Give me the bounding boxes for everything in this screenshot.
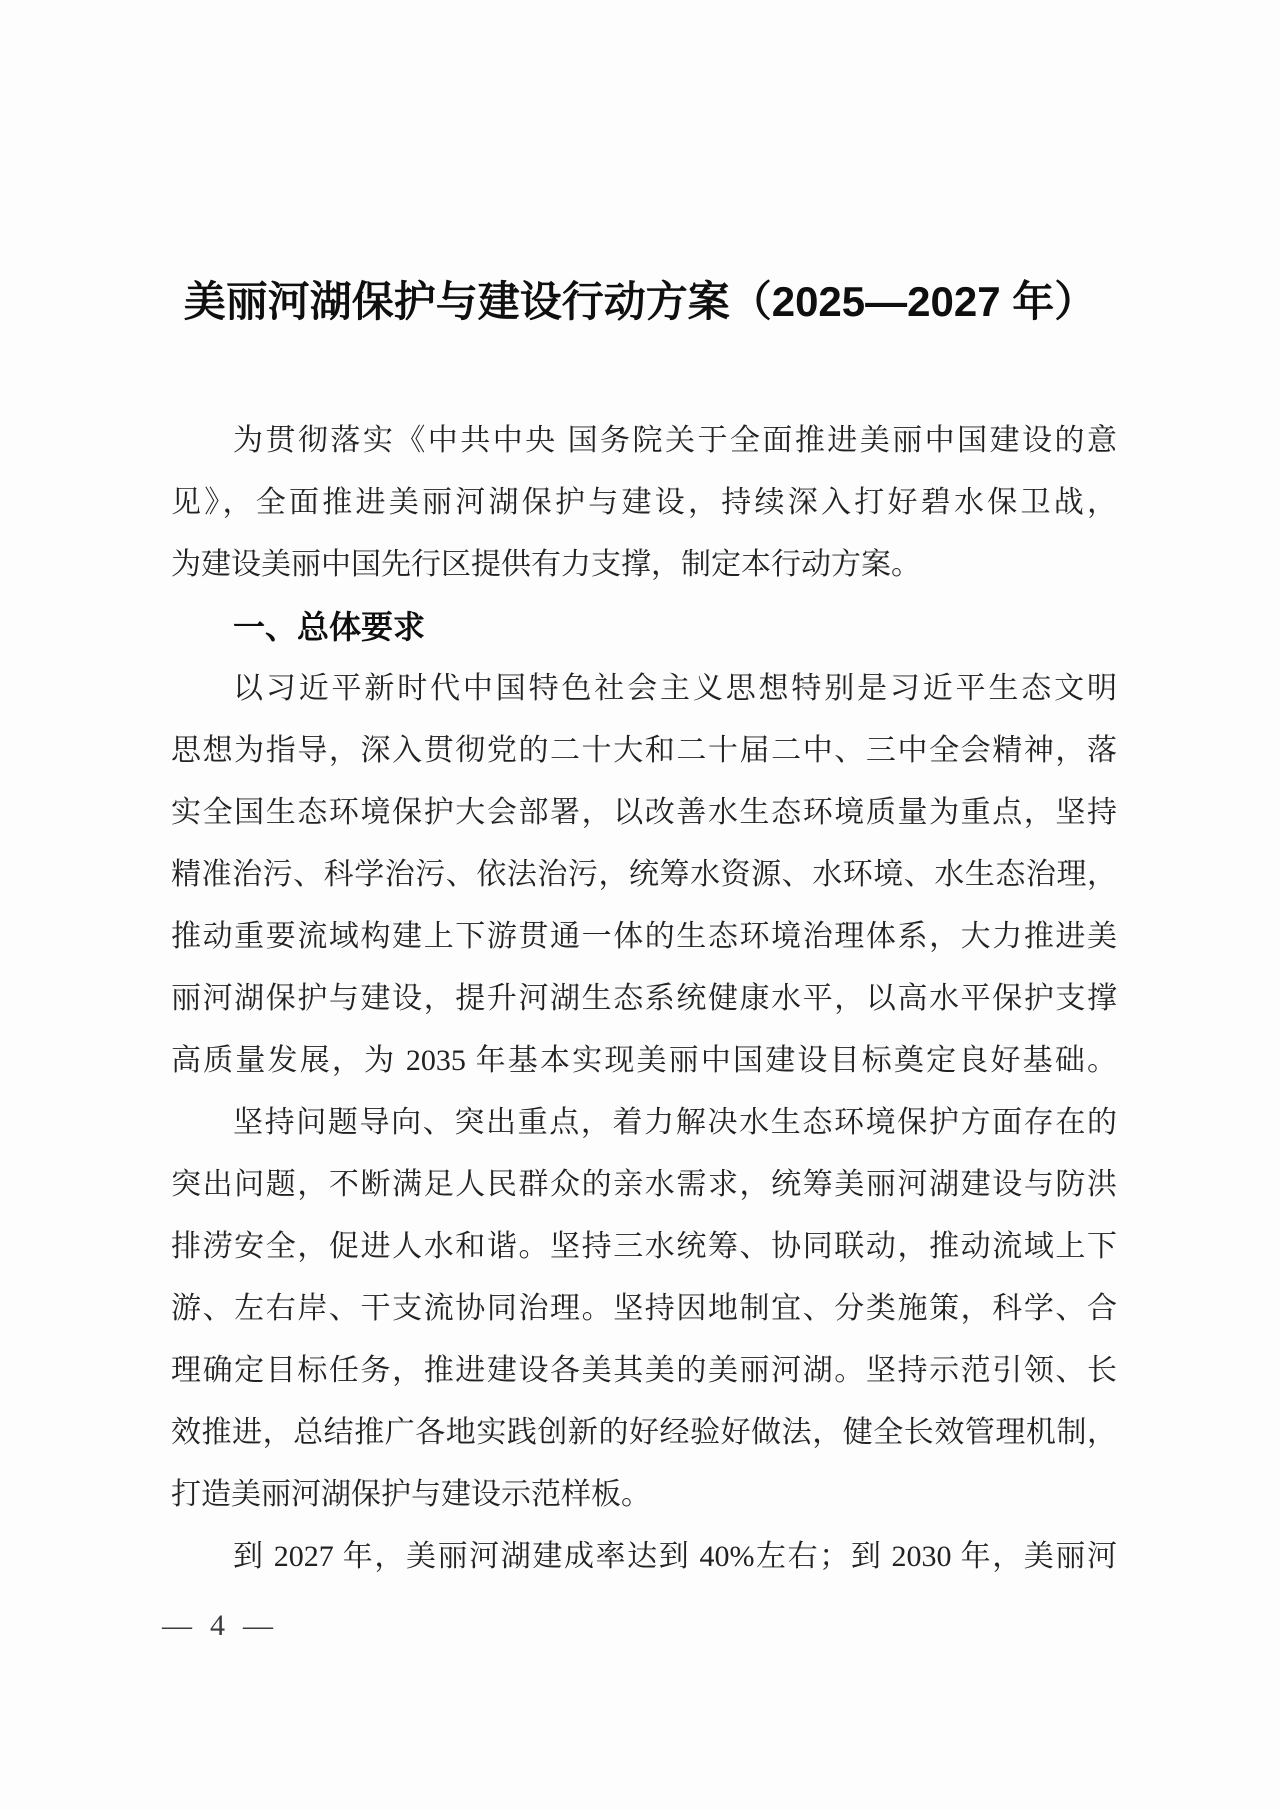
text-line: 见》，全面推进美丽河湖保护与建设，持续深入打好碧水保卫战， — [171, 486, 1117, 519]
text-line: 思想为指导，深入贯彻党的二十大和二十届二中、三中全会精神，落 — [171, 734, 1117, 767]
text-line: 到 2027 年，美丽河湖建成率达到 40%左右；到 2030 年，美丽河 — [233, 1540, 1117, 1573]
text-line: 打造美丽河湖保护与建设示范样板。 — [171, 1478, 651, 1511]
text-line: 推动重要流域构建上下游贯通一体的生态环境治理体系，大力推进美 — [171, 920, 1117, 953]
text-line: 精准治污、科学治污、依法治污，统筹水资源、水环境、水生态治理， — [171, 858, 1117, 891]
text-line: 游、左右岸、干支流协同治理。坚持因地制宜、分类施策，科学、合 — [171, 1292, 1117, 1325]
document-body — [171, 410, 1117, 1588]
text-line: 为贯彻落实《中共中央 国务院关于全面推进美丽中国建设的意 — [233, 424, 1117, 457]
text-line: 高质量发展，为 2035 年基本实现美丽中国建设目标奠定良好基础。 — [171, 1044, 1117, 1077]
text-line: 突出问题，不断满足人民群众的亲水需求，统筹美丽河湖建设与防洪 — [171, 1168, 1117, 1201]
footer-left-dash: — — [162, 1609, 192, 1642]
text-line: 排涝安全，促进人水和谐。坚持三水统筹、协同联动，推动流域上下 — [171, 1230, 1117, 1263]
page-footer — [162, 1608, 273, 1644]
text-line: 坚持问题导向、突出重点，着力解决水生态环境保护方面存在的 — [233, 1106, 1117, 1139]
text-line: 为建设美丽中国先行区提供有力支撑，制定本行动方案。 — [171, 548, 921, 581]
text-line: 实全国生态环境保护大会部署，以改善水生态环境质量为重点，坚持 — [171, 796, 1117, 829]
page-number: 4 — [210, 1609, 225, 1642]
text-line: 理确定目标任务，推进建设各美其美的美丽河湖。坚持示范引领、长 — [171, 1354, 1117, 1387]
document-title: 美丽河湖保护与建设行动方案（2025—2027 年） — [183, 278, 1097, 325]
footer-right-dash: — — [243, 1609, 273, 1642]
section-heading: 一、总体要求 — [233, 609, 426, 645]
text-line: 效推进，总结推广各地实践创新的好经验好做法，健全长效管理机制， — [171, 1416, 1117, 1449]
text-line: 以习近平新时代中国特色社会主义思想特别是习近平生态文明 — [233, 672, 1117, 705]
text-line: 丽河湖保护与建设，提升河湖生态系统健康水平，以高水平保护支撑 — [171, 982, 1117, 1015]
